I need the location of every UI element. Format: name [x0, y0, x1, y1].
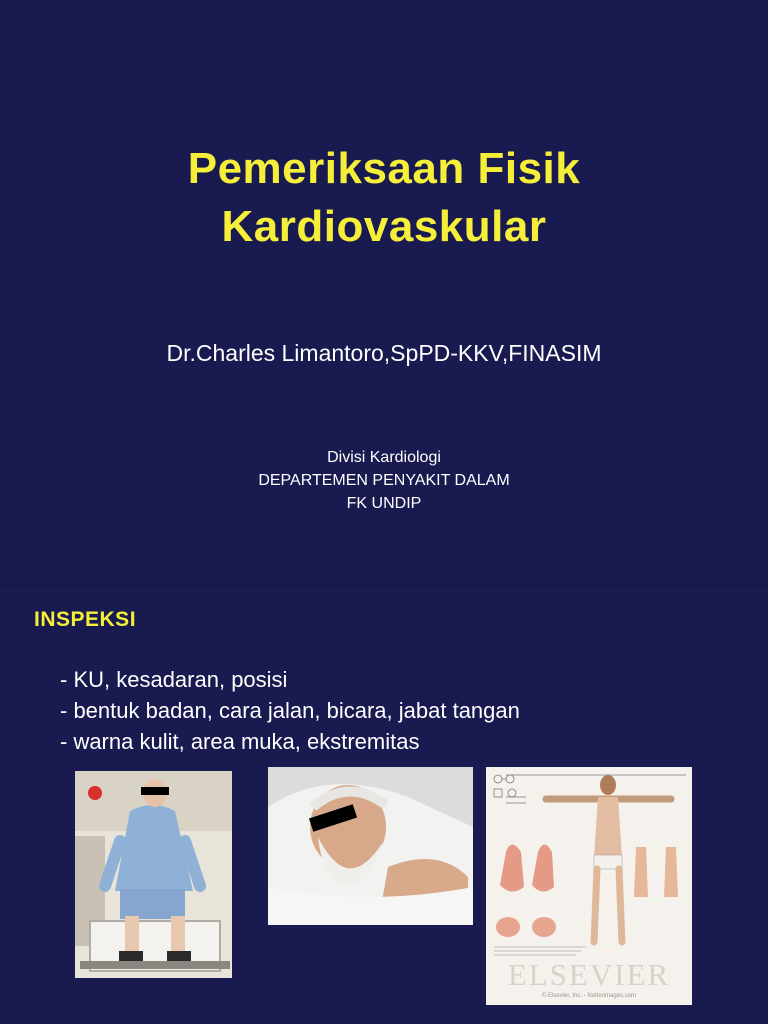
bullet-item: - warna kulit, area muka, ekstremitas [60, 729, 420, 754]
affiliation-division: Divisi Kardiologi [327, 449, 441, 466]
bullet-list [60, 664, 520, 757]
illustration-footer: © Elsevier, Inc. - Netterimages.com [541, 993, 637, 999]
author-name: Dr.Charles Limantoro,SpPD-KKV,FINASIM [166, 340, 602, 366]
title-line-1: Pemeriksaan Fisik [187, 144, 581, 193]
slide-title [0, 140, 768, 256]
section-heading: INSPEKSI [34, 608, 137, 631]
affiliation [0, 446, 768, 515]
elderly-patient-lying-photo [268, 767, 473, 925]
title-line-2: Kardiovaskular [221, 202, 547, 251]
elsevier-watermark: ELSEVIER [507, 957, 671, 992]
slide-divider [0, 585, 768, 586]
affiliation-department: DEPARTEMEN PENYAKIT DALAM [258, 472, 510, 489]
anatomy-illustration [486, 767, 692, 1005]
bullet-item: - KU, kesadaran, posisi [60, 667, 288, 692]
patient-sitting-on-bed-photo [75, 771, 232, 978]
bullet-item: - bentuk badan, cara jalan, bicara, jabat tangan [60, 698, 520, 723]
affiliation-faculty: FK UNDIP [346, 495, 422, 512]
